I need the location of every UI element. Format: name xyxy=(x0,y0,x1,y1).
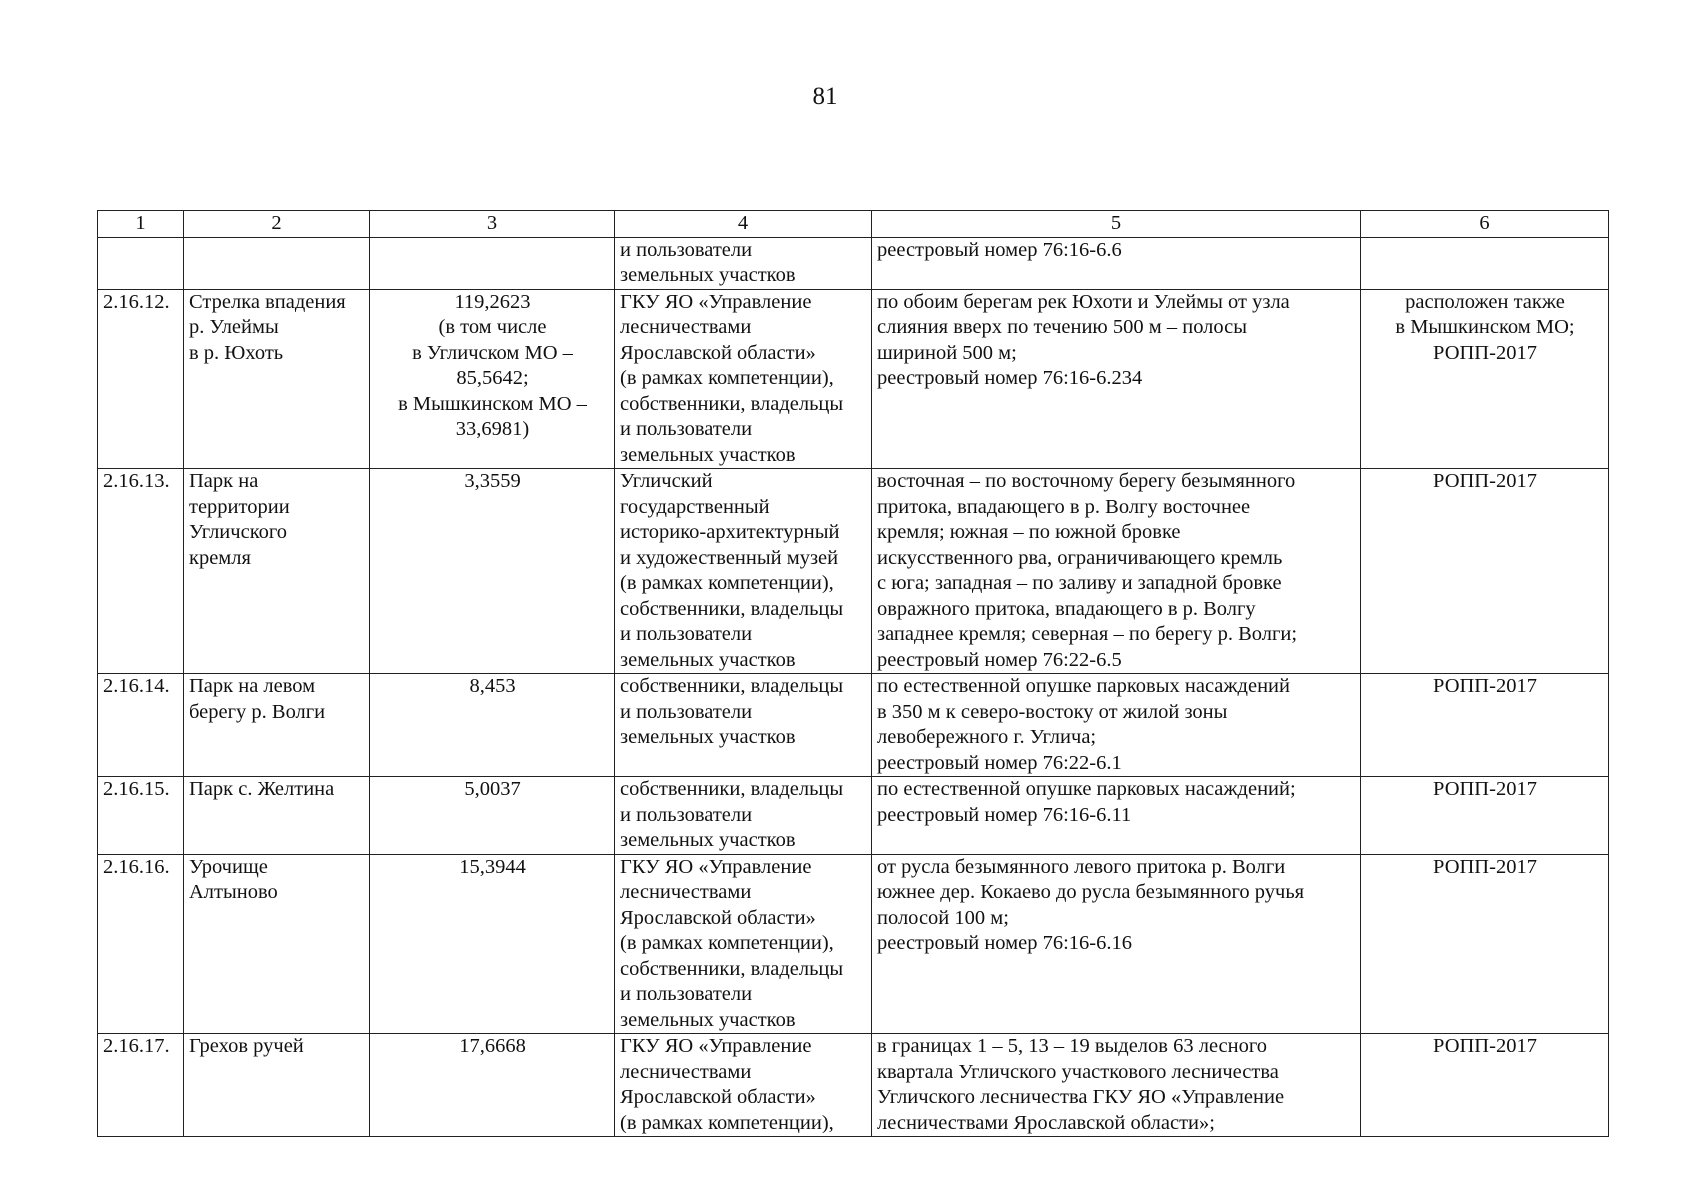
cell-text-line: и пользователи xyxy=(620,700,753,723)
cell-number xyxy=(98,469,184,674)
cell-number xyxy=(98,777,184,855)
table-row xyxy=(98,1034,1609,1137)
cell-text-line: лесничествами xyxy=(620,316,752,338)
cell-text-line: в р. Юхоть xyxy=(189,341,284,364)
cell-text-line: 17,6668 xyxy=(459,1035,526,1057)
cell-area xyxy=(370,469,615,674)
cell-name xyxy=(184,237,370,289)
cell-area xyxy=(370,1034,615,1137)
cell-text-line: РОПП-2017 xyxy=(1433,675,1537,697)
cell-text-line: и художественный музей xyxy=(620,546,839,569)
cell-name xyxy=(184,469,370,674)
table-row xyxy=(98,289,1609,469)
cell-text-line: собственники, владельцы xyxy=(620,957,844,980)
cell-text-line: по обоим берегам рек Юхоти и Улеймы от узла xyxy=(877,290,1290,313)
cell-note xyxy=(1361,289,1609,469)
cell-text-line: реестровый номер 76:16-6.234 xyxy=(877,367,1143,389)
cell-description xyxy=(872,1034,1361,1137)
cell-text-line: в Мышкинском МО – xyxy=(398,392,587,415)
cell-text-line: земельных участков xyxy=(620,264,796,286)
cell-text-line: ГКУ ЯО «Управление xyxy=(620,290,812,313)
cell-text-line: Грехов ручей xyxy=(189,1035,304,1057)
cell-authority xyxy=(615,469,872,674)
cell-name xyxy=(184,854,370,1034)
column-header-3: 3 xyxy=(370,211,615,238)
cell-text-line: (в рамках компетенции), xyxy=(620,932,834,954)
cell-text-line: 2.16.17. xyxy=(103,1035,170,1057)
cell-text-line: Угличского лесничества ГКУ ЯО «Управление xyxy=(877,1086,1285,1108)
cell-number xyxy=(98,1034,184,1137)
cell-text-line: лесничествами xyxy=(620,1060,752,1083)
table-row xyxy=(98,469,1609,674)
cell-note xyxy=(1361,1034,1609,1137)
cell-number xyxy=(98,237,184,289)
cell-text-line: 2.16.13. xyxy=(103,470,170,492)
cell-text-line: притока, впадающего в р. Волгу восточнее xyxy=(877,495,1251,518)
cell-text-line: Стрелка впадения xyxy=(189,290,346,313)
cell-text-line: Угличского xyxy=(189,521,288,543)
cell-name xyxy=(184,777,370,855)
cell-area xyxy=(370,854,615,1034)
cell-text-line: искусственного рва, ограничивающего кремль xyxy=(877,546,1283,569)
cell-description xyxy=(872,854,1361,1034)
cell-text-line: и пользователи xyxy=(620,238,753,261)
cell-text-line: 15,3944 xyxy=(459,855,526,878)
cell-text-line: и пользователи xyxy=(620,803,753,826)
cell-text-line: 119,2623 xyxy=(454,290,531,313)
cell-area xyxy=(370,237,615,289)
cell-text-line: в границах 1 – 5, 13 – 19 выделов 63 лесного xyxy=(877,1035,1268,1057)
cell-authority xyxy=(615,854,872,1034)
cell-authority xyxy=(615,777,872,855)
cell-text-line: земельных участков xyxy=(620,726,796,748)
cell-text-line: и пользователи xyxy=(620,623,753,645)
cell-text-line: шириной 500 м; xyxy=(877,341,1017,364)
cell-text-line: 2.16.16. xyxy=(103,855,170,878)
cell-text-line: историко-архитектурный xyxy=(620,521,840,543)
cell-text-line: в Мышкинском МО; xyxy=(1395,316,1575,338)
cell-text-line: собственники, владельцы xyxy=(620,597,844,620)
cell-note xyxy=(1361,777,1609,855)
cell-text-line: РОПП-2017 xyxy=(1433,341,1537,364)
table-row xyxy=(98,777,1609,855)
cell-description xyxy=(872,674,1361,777)
cell-text-line: лесничествами xyxy=(620,881,752,903)
cell-text-line: государственный xyxy=(620,495,770,518)
cell-note xyxy=(1361,469,1609,674)
cell-description xyxy=(872,289,1361,469)
table-row xyxy=(98,237,1609,289)
cell-text-line: Урочище xyxy=(189,855,268,878)
cell-text-line: южнее дер. Кокаево до русла безымянного ручья xyxy=(877,881,1305,903)
cell-authority xyxy=(615,237,872,289)
cell-text-line: квартала Угличского участкового лесничества xyxy=(877,1060,1279,1083)
cell-area xyxy=(370,289,615,469)
column-header-row xyxy=(98,211,1609,238)
cell-text-line: западнее кремля; северная – по берегу р. Волги; xyxy=(877,623,1298,645)
cell-authority xyxy=(615,674,872,777)
cell-text-line: и пользователи xyxy=(620,983,753,1005)
cell-text-line: Угличский xyxy=(620,470,713,492)
cell-text-line: в 350 м к северо-востоку от жилой зоны xyxy=(877,700,1228,723)
cell-text-line: земельных участков xyxy=(620,648,796,671)
cell-text-line: восточная – по восточному берегу безымянного xyxy=(877,470,1296,492)
cell-text-line: собственники, владельцы xyxy=(620,392,844,415)
cell-text-line: кремля; южная – по южной бровке xyxy=(877,521,1181,543)
cell-text-line: 3,3559 xyxy=(464,470,521,492)
table-row xyxy=(98,674,1609,777)
cell-text-line: 2.16.15. xyxy=(103,778,170,800)
cell-text-line: ГКУ ЯО «Управление xyxy=(620,855,812,878)
cell-note xyxy=(1361,237,1609,289)
cell-authority xyxy=(615,1034,872,1137)
cell-text-line: левобережного г. Углича; xyxy=(877,726,1097,748)
cell-text-line: Парк на левом xyxy=(189,675,316,697)
cell-number xyxy=(98,674,184,777)
cell-text-line: Парк на xyxy=(189,470,259,492)
cell-text-line: РОПП-2017 xyxy=(1433,1035,1537,1057)
cell-text-line: РОПП-2017 xyxy=(1433,470,1537,492)
cell-note xyxy=(1361,854,1609,1034)
cell-area xyxy=(370,777,615,855)
cell-text-line: территории xyxy=(189,495,290,518)
cell-text-line: ГКУ ЯО «Управление xyxy=(620,1035,812,1057)
cell-text-line: (в рамках компетенции), xyxy=(620,572,834,594)
cell-number xyxy=(98,854,184,1034)
cell-area xyxy=(370,674,615,777)
cell-text-line: Алтыново xyxy=(189,881,278,903)
cell-text-line: с юга; западная – по заливу и западной бровке xyxy=(877,572,1282,594)
cell-text-line: реестровый номер 76:16-6.16 xyxy=(877,932,1132,954)
cell-text-line: 33,6981) xyxy=(455,418,530,440)
cell-text-line: реестровый номер 76:16-6.6 xyxy=(877,238,1122,261)
cell-name xyxy=(184,289,370,469)
cell-text-line: (в том числе xyxy=(438,316,547,338)
table-body xyxy=(98,211,1609,1137)
cell-text-line: кремля xyxy=(189,546,251,569)
cell-text-line: слияния вверх по течению 500 м – полосы xyxy=(877,316,1248,338)
cell-text-line: реестровый номер 76:22-6.5 xyxy=(877,648,1122,671)
column-header-6: 6 xyxy=(1361,211,1609,238)
cell-text-line: Ярославской области» xyxy=(620,1086,816,1108)
cell-text-line: РОПП-2017 xyxy=(1433,778,1537,800)
cell-text-line: берегу р. Волги xyxy=(189,700,326,723)
cell-text-line: РОПП-2017 xyxy=(1433,855,1537,878)
cell-text-line: Ярославской области» xyxy=(620,906,816,929)
cell-text-line: 5,0037 xyxy=(464,778,521,800)
cell-text-line: собственники, владельцы xyxy=(620,675,844,697)
cell-name xyxy=(184,1034,370,1137)
cell-text-line: 8,453 xyxy=(469,675,516,697)
cell-text-line: (в рамках компетенции), xyxy=(620,367,834,389)
column-header-5: 5 xyxy=(872,211,1361,238)
cell-text-line: и пользователи xyxy=(620,418,753,440)
cell-name xyxy=(184,674,370,777)
table-row xyxy=(98,854,1609,1034)
cell-text-line: от русла безымянного левого притока р. Волги xyxy=(877,855,1286,878)
cell-note xyxy=(1361,674,1609,777)
cell-text-line: земельных участков xyxy=(620,1008,796,1031)
cell-text-line: земельных участков xyxy=(620,829,796,851)
cell-text-line: расположен также xyxy=(1405,290,1565,313)
cell-number xyxy=(98,289,184,469)
cell-text-line: собственники, владельцы xyxy=(620,778,844,800)
cell-description xyxy=(872,777,1361,855)
column-header-4: 4 xyxy=(615,211,872,238)
cell-text-line: лесничествами Ярославской области»; xyxy=(877,1111,1215,1134)
cell-text-line: по естественной опушке парковых насаждений xyxy=(877,675,1290,697)
column-header-2: 2 xyxy=(184,211,370,238)
registry-table xyxy=(97,210,1609,1137)
cell-description xyxy=(872,237,1361,289)
cell-text-line: 2.16.14. xyxy=(103,675,170,697)
cell-text-line: (в рамках компетенции), xyxy=(620,1111,834,1134)
cell-text-line: Ярославской области» xyxy=(620,341,816,364)
cell-authority xyxy=(615,289,872,469)
cell-text-line: по естественной опушке парковых насаждений; xyxy=(877,778,1296,800)
cell-description xyxy=(872,469,1361,674)
cell-text-line: реестровый номер 76:22-6.1 xyxy=(877,751,1122,774)
cell-text-line: Парк с. Желтина xyxy=(189,778,335,800)
cell-text-line: земельных участков xyxy=(620,443,796,466)
cell-text-line: 2.16.12. xyxy=(103,290,170,313)
cell-text-line: реестровый номер 76:16-6.11 xyxy=(877,803,1132,826)
page-number: 81 xyxy=(812,83,838,110)
column-header-1: 1 xyxy=(98,211,184,238)
cell-text-line: 85,5642; xyxy=(456,367,529,389)
cell-text-line: овражного притока, впадающего в р. Волгу xyxy=(877,597,1256,620)
cell-text-line: в Угличском МО – xyxy=(412,341,573,364)
cell-text-line: р. Улеймы xyxy=(189,316,279,338)
cell-text-line: полосой 100 м; xyxy=(877,906,1009,929)
